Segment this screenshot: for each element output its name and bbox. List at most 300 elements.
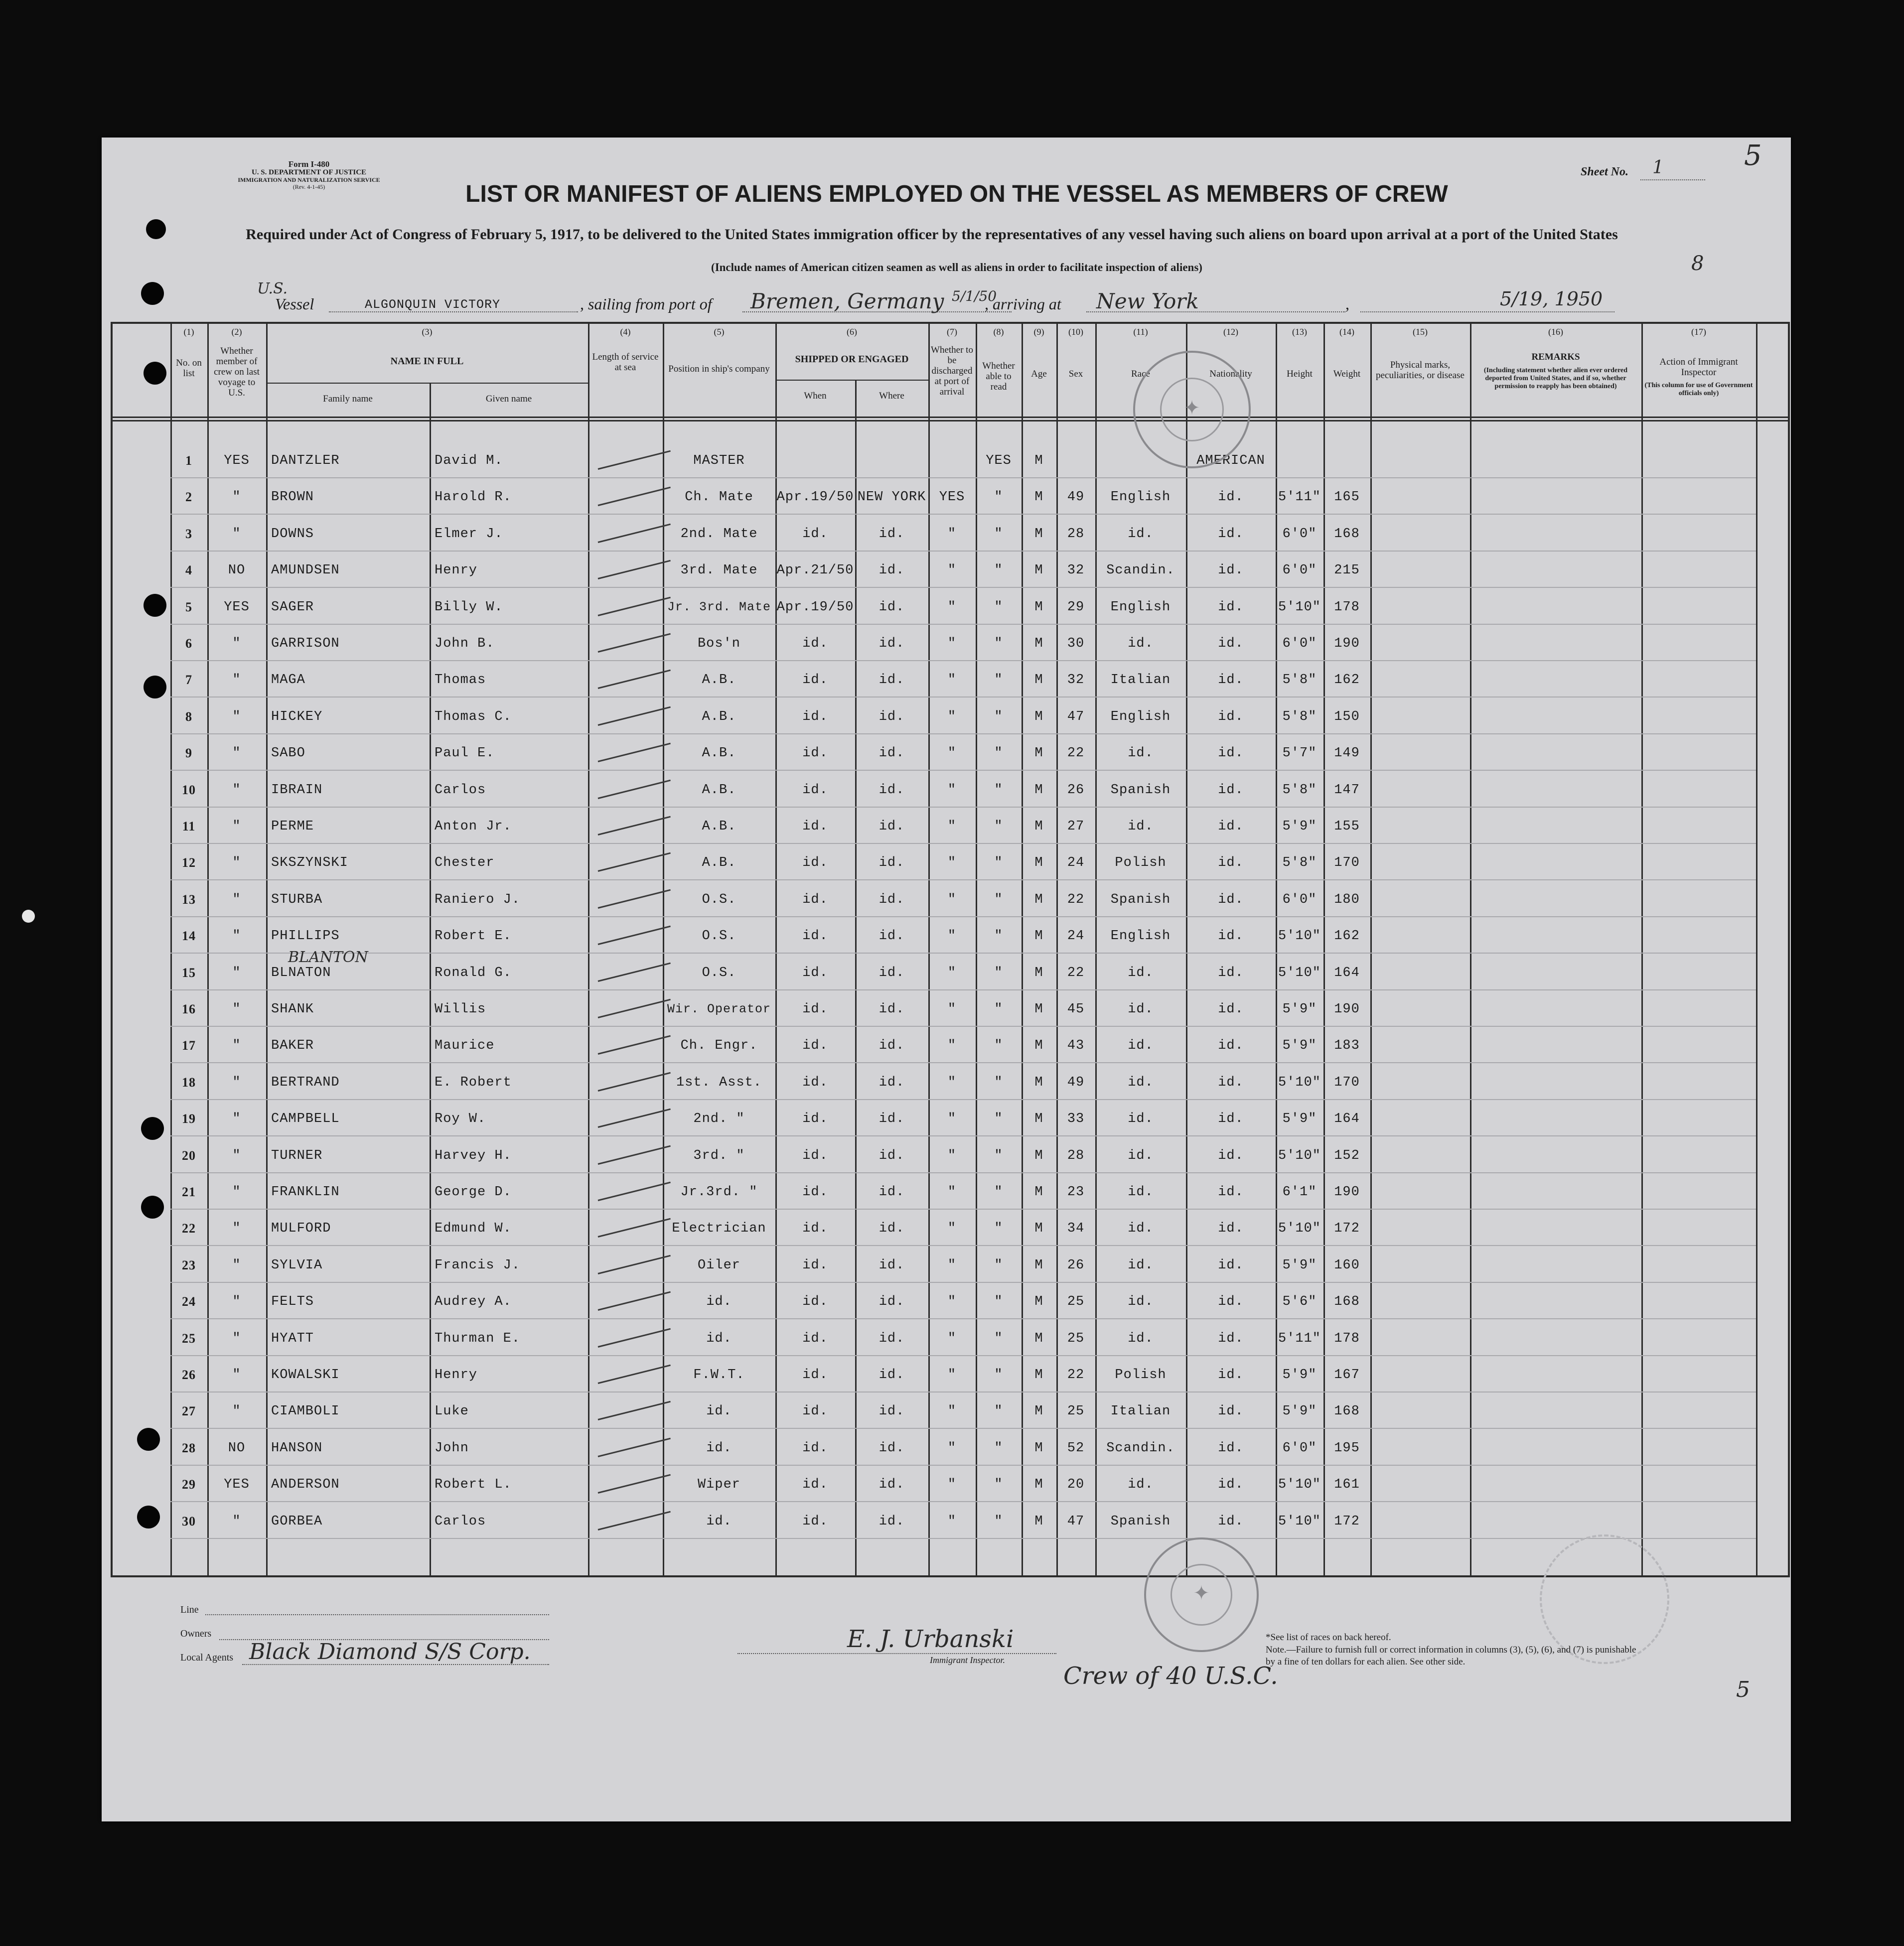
race: English <box>1110 709 1171 724</box>
given-name: Henry <box>435 563 478 578</box>
weight: 195 <box>1334 1440 1360 1456</box>
column-number-c16: (16) <box>1548 327 1563 337</box>
family-name: CAMPBELL <box>271 1112 340 1127</box>
column-divider <box>1788 322 1790 1577</box>
able-to-read: " <box>994 746 1003 761</box>
able-to-read: " <box>994 1112 1003 1127</box>
able-to-read: " <box>994 1257 1003 1273</box>
position: Ch. Mate <box>685 490 753 505</box>
able-to-read: " <box>994 1075 1003 1090</box>
able-to-read: " <box>994 1221 1003 1237</box>
table-row-rule <box>170 1428 1756 1429</box>
discharged: " <box>947 1404 957 1419</box>
table-row-rule <box>170 733 1756 734</box>
column-header-c4: Length of service at sea <box>592 352 659 373</box>
age: 49 <box>1067 1075 1085 1090</box>
row-number: 17 <box>182 1038 196 1053</box>
height: 6'0" <box>1282 526 1317 542</box>
shipped-where: id. <box>879 1514 905 1529</box>
previous-voyage: " <box>232 965 241 980</box>
weight: 183 <box>1334 1038 1360 1054</box>
given-name: Ronald G. <box>435 965 512 980</box>
discharged: " <box>947 1440 957 1456</box>
height: 5'10" <box>1278 1148 1321 1163</box>
discharged: " <box>947 1185 957 1200</box>
weight: 164 <box>1334 1112 1360 1127</box>
table-row-rule <box>170 551 1756 552</box>
weight: 162 <box>1334 673 1360 688</box>
punch-hole <box>146 219 166 239</box>
discharged: " <box>947 1331 957 1346</box>
column-divider <box>1756 322 1758 1577</box>
sailing-label: , sailing from port of <box>580 295 712 313</box>
punch-hole <box>137 1506 160 1529</box>
weight: 164 <box>1334 965 1360 980</box>
sex: M <box>1034 673 1043 688</box>
age: 24 <box>1067 929 1085 944</box>
previous-voyage: " <box>232 490 241 505</box>
vessel-prefix: U.S. <box>257 280 288 297</box>
column-divider <box>207 322 209 1577</box>
height: 5'7" <box>1282 746 1317 761</box>
page-title: LIST OR MANIFEST OF ALIENS EMPLOYED ON THE VESSEL AS MEMBERS OF CREW <box>465 181 1448 207</box>
discharged: " <box>947 526 957 542</box>
race: id. <box>1128 1221 1154 1237</box>
nationality: id. <box>1218 636 1244 651</box>
nationality: id. <box>1218 965 1244 980</box>
given-name: Henry <box>435 1368 478 1383</box>
table-row-rule <box>170 843 1756 844</box>
age: 49 <box>1067 490 1085 505</box>
discharged: " <box>947 892 957 907</box>
punch-hole <box>144 676 166 698</box>
nationality: id. <box>1218 1331 1244 1346</box>
race: English <box>1110 490 1171 505</box>
family-name: TURNER <box>271 1148 323 1163</box>
previous-voyage: " <box>232 1221 241 1237</box>
shipped-when: id. <box>802 1514 828 1529</box>
given-name: Roy W. <box>435 1112 486 1127</box>
age: 33 <box>1067 1112 1085 1127</box>
row-number: 3 <box>185 526 192 541</box>
position: Wiper <box>697 1477 740 1493</box>
table-bottom-border <box>111 1575 1788 1577</box>
weight: 172 <box>1334 1221 1360 1237</box>
position: F.W.T. <box>693 1368 745 1383</box>
discharged: " <box>947 673 957 688</box>
shipped-where: id. <box>879 1440 905 1456</box>
column-divider <box>266 322 268 1577</box>
column-header-c7: Whether to be discharged at port of arrival <box>931 345 973 397</box>
discharged: " <box>947 1368 957 1383</box>
weight: 155 <box>1334 819 1360 834</box>
position: Ch. Engr. <box>680 1038 758 1054</box>
weight: 152 <box>1334 1148 1360 1163</box>
age: 32 <box>1067 673 1085 688</box>
row-number: 2 <box>185 490 192 505</box>
row-number: 11 <box>182 819 196 834</box>
column-number-c3: (3) <box>422 327 433 337</box>
position: id. <box>706 1294 732 1310</box>
sex: M <box>1034 453 1043 468</box>
row-number: 20 <box>182 1148 196 1163</box>
shipped-where: id. <box>879 1404 905 1419</box>
sex: M <box>1034 855 1043 871</box>
age: 26 <box>1067 1257 1085 1273</box>
subheader-name-line <box>266 383 588 384</box>
discharged: " <box>947 1002 957 1017</box>
position: 3rd. " <box>693 1148 745 1163</box>
shipped-where: id. <box>879 1221 905 1237</box>
previous-voyage: " <box>232 1404 241 1419</box>
weight: 190 <box>1334 1002 1360 1017</box>
given-name: Francis J. <box>435 1257 521 1273</box>
previous-voyage: " <box>232 1331 241 1346</box>
weight: 180 <box>1334 892 1360 907</box>
shipped-where: id. <box>879 1331 905 1346</box>
nationality: id. <box>1218 563 1244 578</box>
given-name: Harvey H. <box>435 1148 512 1163</box>
line-label: Line <box>180 1604 199 1615</box>
previous-voyage: " <box>232 892 241 907</box>
family-name: BLNATON <box>271 965 331 980</box>
family-name: HANSON <box>271 1440 323 1456</box>
age: 28 <box>1067 1148 1085 1163</box>
header-bottom-border-2 <box>111 420 1788 421</box>
shipped-when: id. <box>802 965 828 980</box>
shipped-when: id. <box>802 709 828 724</box>
consular-seal-bottom: ✦ <box>1144 1537 1259 1652</box>
weight: 190 <box>1334 636 1360 651</box>
able-to-read: " <box>994 1185 1003 1200</box>
service: IMMIGRATION AND NATURALIZATION SERVICE <box>238 176 380 183</box>
nationality: id. <box>1218 1368 1244 1383</box>
given-name: David M. <box>435 453 503 468</box>
line-field <box>205 1614 549 1615</box>
sex: M <box>1034 709 1043 724</box>
race: id. <box>1128 1148 1154 1163</box>
penalty-note: Note.—Failure to furnish full or correct information in columns (3), (5), (6), and (7) is punishable by a fine of ten dollars for each alien. See other side. <box>1266 1645 1636 1667</box>
discharged: " <box>947 855 957 871</box>
table-row-rule <box>170 587 1756 588</box>
age: 22 <box>1067 746 1085 761</box>
row-number: 24 <box>182 1294 196 1309</box>
given-name: Robert E. <box>435 929 512 944</box>
port-line <box>742 311 1012 312</box>
table-row-rule <box>170 807 1756 808</box>
age: 22 <box>1067 965 1085 980</box>
weight: 168 <box>1334 1404 1360 1419</box>
family-name: ANDERSON <box>271 1477 340 1493</box>
table-row-rule <box>170 1501 1756 1502</box>
row-number: 14 <box>182 929 196 944</box>
punch-hole <box>141 1117 164 1140</box>
sex: M <box>1034 1148 1043 1163</box>
able-to-read: " <box>994 855 1003 871</box>
height: 5'9" <box>1282 1038 1317 1054</box>
family-name: FRANKLIN <box>271 1185 340 1200</box>
race: id. <box>1128 1477 1154 1493</box>
given-name: Luke <box>435 1404 469 1419</box>
given-name: Billy W. <box>435 599 503 615</box>
corner-mark: 5 <box>1744 139 1762 172</box>
weight: 161 <box>1334 1477 1360 1493</box>
race: id. <box>1128 1002 1154 1017</box>
arrival-port: New York <box>1096 289 1199 313</box>
previous-voyage: " <box>232 1185 241 1200</box>
family-name: SAGER <box>271 599 314 615</box>
race: English <box>1110 929 1171 944</box>
weight: 168 <box>1334 526 1360 542</box>
sex: M <box>1034 599 1043 615</box>
weight: 170 <box>1334 1075 1360 1090</box>
position: O.S. <box>702 892 736 907</box>
discharged: " <box>947 563 957 578</box>
height: 6'0" <box>1282 892 1317 907</box>
row-number: 23 <box>182 1257 196 1272</box>
age: 22 <box>1067 1368 1085 1383</box>
given-name: Thomas C. <box>435 709 512 724</box>
previous-voyage: NO <box>228 563 246 578</box>
nationality: id. <box>1218 1002 1244 1017</box>
family-name: HYATT <box>271 1331 314 1346</box>
shipped-where: NEW YORK <box>857 490 926 505</box>
shipped-when: id. <box>802 1294 828 1310</box>
position: Oiler <box>697 1257 740 1273</box>
shipped-where: id. <box>879 1112 905 1127</box>
shipped-where: id. <box>879 599 905 615</box>
row-number: 8 <box>185 709 192 724</box>
punch-hole <box>144 362 166 385</box>
column-divider <box>1641 322 1643 1577</box>
form-number: Form I-480 <box>288 159 330 169</box>
shipped-when: Apr.21/50 <box>776 563 854 578</box>
previous-voyage: " <box>232 746 241 761</box>
header-bottom-border <box>111 417 1788 418</box>
table-row-rule <box>170 477 1756 478</box>
row-number: 28 <box>182 1440 196 1455</box>
sex: M <box>1034 782 1043 798</box>
given-name: Maurice <box>435 1038 495 1054</box>
column-divider <box>1470 322 1471 1577</box>
age: 30 <box>1067 636 1085 651</box>
height: 5'8" <box>1282 782 1317 798</box>
family-name: PERME <box>271 819 314 834</box>
shipped-when: Apr.19/50 <box>776 599 854 615</box>
height: 5'8" <box>1282 709 1317 724</box>
vessel-name-line <box>329 311 578 312</box>
family-name: FELTS <box>271 1294 314 1310</box>
shipped-when: id. <box>802 1148 828 1163</box>
signature-line <box>737 1653 1056 1654</box>
family-name: MAGA <box>271 673 305 688</box>
nationality: id. <box>1218 819 1244 834</box>
age: 52 <box>1067 1440 1085 1456</box>
weight: 178 <box>1334 599 1360 615</box>
sex: M <box>1034 1257 1043 1273</box>
sex: M <box>1034 1440 1043 1456</box>
previous-voyage: " <box>232 526 241 542</box>
weight: 165 <box>1334 490 1360 505</box>
column-divider <box>1186 322 1187 1577</box>
sheet-number: 1 <box>1652 157 1664 178</box>
given-name: Thomas <box>435 673 486 688</box>
shipped-where: id. <box>879 1075 905 1090</box>
nationality: id. <box>1218 746 1244 761</box>
shipped-when: Apr.19/50 <box>776 490 854 505</box>
shipped-when: id. <box>802 855 828 871</box>
age: 20 <box>1067 1477 1085 1493</box>
column-divider <box>1022 322 1023 1577</box>
row-number: 27 <box>182 1404 196 1419</box>
family-name: SABO <box>271 746 305 761</box>
weight: 147 <box>1334 782 1360 798</box>
age: 25 <box>1067 1404 1085 1419</box>
sex: M <box>1034 1075 1043 1090</box>
table-row-rule <box>170 1135 1756 1136</box>
shipped-where: id. <box>879 1038 905 1054</box>
race: id. <box>1128 819 1154 834</box>
previous-voyage: " <box>232 1075 241 1090</box>
agents-field <box>242 1664 549 1665</box>
race: id. <box>1128 636 1154 651</box>
position: A.B. <box>702 819 736 834</box>
age: 47 <box>1067 709 1085 724</box>
position: id. <box>706 1440 732 1456</box>
weight: 178 <box>1334 1331 1360 1346</box>
given-name: Robert L. <box>435 1477 512 1493</box>
weight: 215 <box>1334 563 1360 578</box>
shipped-where: id. <box>879 1368 905 1383</box>
discharged: YES <box>939 490 965 505</box>
column-divider <box>170 322 172 1577</box>
vessel-label: Vessel <box>275 295 314 313</box>
nationality: id. <box>1218 599 1244 615</box>
nationality: id. <box>1218 1038 1244 1054</box>
row-number: 7 <box>185 673 192 688</box>
family-name: GORBEA <box>271 1514 323 1529</box>
family-name: HICKEY <box>271 709 323 724</box>
agents-value: Black Diamond S/S Corp. <box>249 1639 531 1665</box>
shipped-when: id. <box>802 1112 828 1127</box>
age: 23 <box>1067 1185 1085 1200</box>
inspector-label: Immigrant Inspector. <box>930 1655 1005 1665</box>
previous-voyage: " <box>232 782 241 798</box>
sex: M <box>1034 1294 1043 1310</box>
able-to-read: " <box>994 782 1003 798</box>
shipped-when: id. <box>802 1185 828 1200</box>
nationality: id. <box>1218 526 1244 542</box>
shipped-when: id. <box>802 1002 828 1017</box>
able-to-read: " <box>994 1331 1003 1346</box>
discharged: " <box>947 1038 957 1054</box>
height: 6'0" <box>1282 636 1317 651</box>
discharged: " <box>947 1477 957 1493</box>
punch-hole <box>22 910 35 923</box>
shipped-where: id. <box>879 746 905 761</box>
discharged: " <box>947 1148 957 1163</box>
table-row-rule <box>170 624 1756 625</box>
position: Jr. 3rd. Mate <box>667 599 771 614</box>
row-number: 19 <box>182 1112 196 1126</box>
shipped-when: id. <box>802 1331 828 1346</box>
table-row-rule <box>170 696 1756 697</box>
previous-voyage: " <box>232 1294 241 1310</box>
discharged: " <box>947 1294 957 1310</box>
row-number: 29 <box>182 1477 196 1492</box>
previous-voyage: " <box>232 819 241 834</box>
column-number-c9: (9) <box>1033 327 1044 337</box>
shipped-where: id. <box>879 1185 905 1200</box>
able-to-read: " <box>994 1440 1003 1456</box>
age: 47 <box>1067 1514 1085 1529</box>
nationality: id. <box>1218 673 1244 688</box>
able-to-read: " <box>994 1038 1003 1054</box>
position: A.B. <box>702 782 736 798</box>
row-number: 13 <box>182 892 196 907</box>
nationality: id. <box>1218 490 1244 505</box>
arriving-label: , arriving at <box>985 295 1061 313</box>
consular-seal-top: ✦ <box>1133 351 1251 468</box>
column-divider <box>1095 322 1097 1577</box>
nationality: id. <box>1218 1075 1244 1090</box>
family-name: DOWNS <box>271 526 314 542</box>
nationality: id. <box>1218 782 1244 798</box>
race: id. <box>1128 1257 1154 1273</box>
position: 2nd. Mate <box>680 526 758 542</box>
previous-voyage: " <box>232 1368 241 1383</box>
column-header-c9: Age <box>1031 369 1047 379</box>
previous-voyage: YES <box>224 453 250 468</box>
table-row-rule <box>170 916 1756 917</box>
bottom-mark: 5 <box>1736 1677 1750 1702</box>
previous-voyage: " <box>232 1002 241 1017</box>
column-sub-remarks: (Including statement whether alien ever ordered deported from United States, and if so, whether permission to reapply has been obtained) <box>1483 367 1628 390</box>
height: 6'0" <box>1282 563 1317 578</box>
punch-hole <box>144 594 166 617</box>
nationality: id. <box>1218 1404 1244 1419</box>
column-header-c3: NAME IN FULL <box>390 356 464 367</box>
shipped-where: id. <box>879 1148 905 1163</box>
shipped-when: id. <box>802 1477 828 1493</box>
row-number: 9 <box>185 746 192 761</box>
position: id. <box>706 1514 732 1529</box>
age: 25 <box>1067 1331 1085 1346</box>
column-number-c13: (13) <box>1292 327 1307 337</box>
sex: M <box>1034 1038 1043 1054</box>
row-number: 16 <box>182 1002 196 1016</box>
position: 3rd. Mate <box>680 563 758 578</box>
nationality: id. <box>1218 1514 1244 1529</box>
column-number-c14: (14) <box>1339 327 1354 337</box>
discharged: " <box>947 746 957 761</box>
shipped-where: id. <box>879 709 905 724</box>
table-row-rule <box>170 1318 1756 1319</box>
column-header-c10: Sex <box>1068 369 1083 379</box>
shipped-where: id. <box>879 1294 905 1310</box>
column-divider <box>1370 322 1372 1577</box>
height: 5'9" <box>1282 1112 1317 1127</box>
punch-hole <box>137 1428 160 1451</box>
race: id. <box>1128 1331 1154 1346</box>
column-number-c6: (6) <box>847 327 857 337</box>
able-to-read: " <box>994 1368 1003 1383</box>
able-to-read: " <box>994 1148 1003 1163</box>
discharged: " <box>947 1257 957 1273</box>
row-number: 18 <box>182 1075 196 1090</box>
arrival-port-line <box>1086 311 1345 312</box>
previous-voyage: " <box>232 673 241 688</box>
